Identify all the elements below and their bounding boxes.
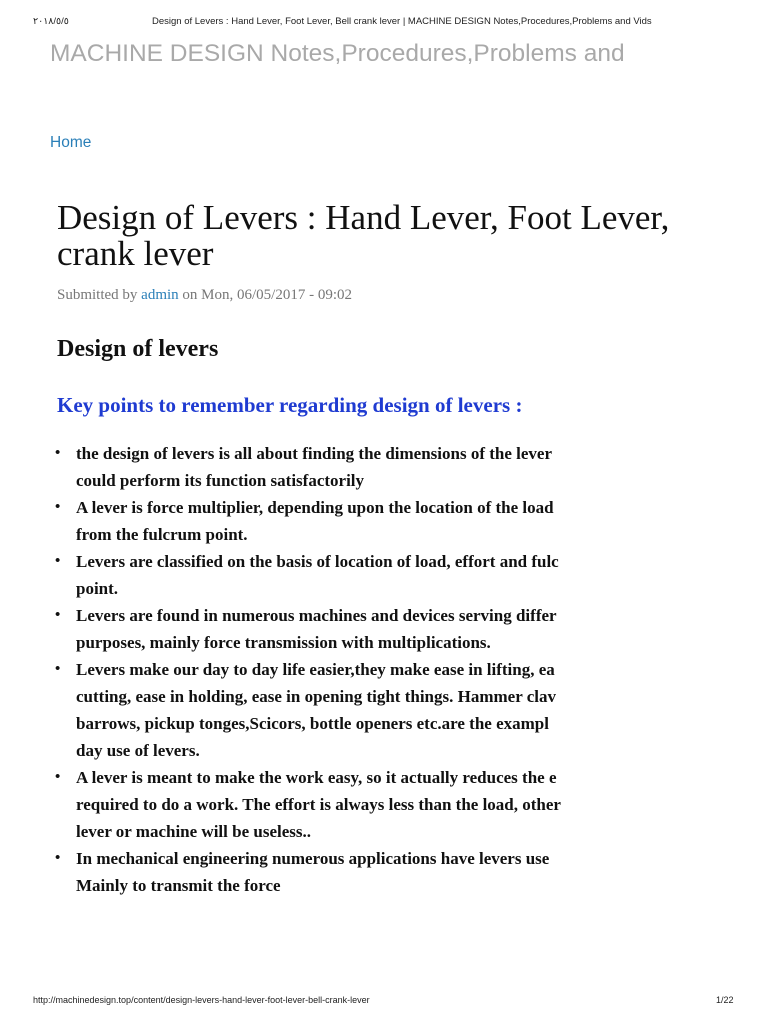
author-link[interactable]: admin [141, 287, 179, 303]
bullet-icon: • [55, 499, 61, 515]
list-item-line: Levers are classified on the basis of location of load, effort and fulc [76, 552, 559, 571]
bullet-icon: • [55, 661, 61, 677]
list-item-line: the design of levers is all about finding the dimensions of the lever [76, 444, 553, 463]
list-item [52, 440, 733, 494]
footer-page-number: 1/22 [716, 995, 734, 1005]
section-heading: Design of levers [57, 336, 219, 362]
list-item-line: Levers make our day to day life easier,they make ease in lifting, ea [76, 660, 555, 679]
bullet-icon: • [55, 850, 61, 866]
list-item-line: In mechanical engineering numerous applications have levers use [76, 849, 550, 868]
list-item-line: barrows, pickup tonges,Scicors, bottle openers etc.are the exampl [76, 714, 549, 733]
submitted-byline [57, 287, 352, 304]
key-points-heading: Key points to remember regarding design of levers : [57, 393, 523, 417]
list-item-line: required to do a work. The effort is always less than the load, other [76, 795, 561, 814]
submitted-prefix: Submitted by [57, 287, 138, 303]
key-points-list [52, 440, 733, 899]
print-date: ٢٠١٨/٥/٥ [33, 16, 69, 27]
list-item [52, 764, 733, 845]
submitted-date: on Mon, 06/05/2017 - 09:02 [182, 287, 353, 303]
list-item [52, 548, 733, 602]
article-title-line-1: Design of Levers : Hand Lever, Foot Lever, [57, 198, 670, 237]
article-title [57, 200, 669, 272]
list-item-line: point. [76, 579, 119, 598]
list-item-line: purposes, mainly force transmission with multiplications. [76, 633, 491, 652]
bullet-icon: • [55, 553, 61, 569]
list-item-line: Levers are found in numerous machines and devices serving differ [76, 606, 557, 625]
list-item-line: cutting, ease in holding, ease in opening tight things. Hammer clav [76, 687, 556, 706]
list-item [52, 494, 733, 548]
list-item-line: A lever is meant to make the work easy, so it actually reduces the e [76, 768, 557, 787]
list-item [52, 656, 733, 764]
list-item [52, 845, 733, 899]
list-item-line: from the fulcrum point. [76, 525, 248, 544]
bullet-icon: • [55, 607, 61, 623]
list-item [52, 602, 733, 656]
list-item-line: Mainly to transmit the force [76, 876, 281, 895]
article-title-line-2: crank lever [57, 234, 214, 273]
site-title[interactable]: MACHINE DESIGN Notes,Procedures,Problems and [50, 40, 625, 67]
list-item-line: could perform its function satisfactorily [76, 471, 365, 490]
list-item-line: lever or machine will be useless.. [76, 822, 311, 841]
footer-url: http://machinedesign.top/content/design-levers-hand-lever-foot-lever-bell-crank-lever [33, 995, 370, 1005]
list-item-line: A lever is force multiplier, depending upon the location of the load [76, 498, 554, 517]
home-link[interactable]: Home [50, 134, 92, 151]
list-item-line: day use of levers. [76, 741, 200, 760]
print-page-title: Design of Levers : Hand Lever, Foot Lever, Bell crank lever | MACHINE DESIGN Notes,Procedures,Problems and Vids [152, 16, 652, 27]
bullet-icon: • [55, 769, 61, 785]
bullet-icon: • [55, 445, 61, 461]
